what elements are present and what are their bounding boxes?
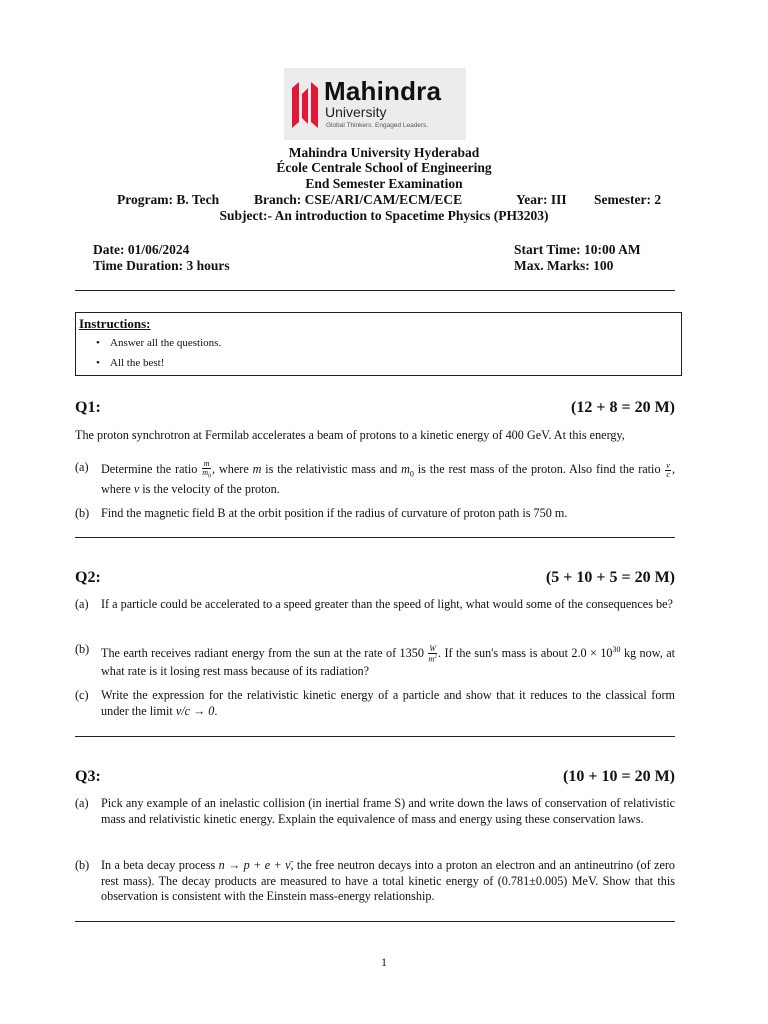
question-1a: (a) Determine the ratio $\frac{m}{m_0}$ , where m is the relativistic mass and $m_0$ is the rest mass of the proton. Also find the ratio $\frac{v}{c}$ , where v is the velocity of the proton. — [75, 459, 676, 497]
program: Program: B. Tech — [117, 192, 220, 207]
question-2-marks: (5 + 10 + 5 = 20 M) — [545, 569, 675, 586]
question-2c: (c) Write the expression for the relativistic kinetic energy of a particle and show that it reduces to the classical form under the limit v/c → 0. — [75, 688, 675, 718]
question-3-marks: (10 + 10 = 20 M) — [563, 768, 675, 785]
divider — [75, 921, 675, 922]
question-3b: (b) In a beta decay process n → p + e + ν̄, the free neutron decays into a proton an electron and an antineutrino (of zero rest mass). The decay products are measured to have a total kinetic energy of (0.781±0.005) MeV. Show that this observation is consistent with the Einstein mass-energy relationship. — [75, 858, 676, 903]
instruction-item: • Answer all the questions. — [96, 337, 222, 349]
branch: Branch: CSE/ARI/CAM/ECM/ECE — [254, 192, 463, 207]
question-3-label: Q3: — [75, 768, 101, 785]
instruction-item: • All the best! — [96, 357, 165, 369]
subject: Subject:- An introduction to Spacetime Physics (PH3203) — [219, 208, 549, 223]
question-2a: (a) If a particle could be accelerated to a speed greater than the speed of light, what would some of the consequences be? — [75, 597, 673, 611]
page-number: 1 — [381, 955, 387, 969]
divider — [75, 290, 675, 291]
university-logo — [284, 68, 466, 140]
instructions-title: Instructions: — [79, 316, 151, 331]
question-2-label: Q2: — [75, 569, 101, 586]
question-2b: (b) The earth receives radiant energy from the sun at the rate of 1350 $\frac{W}{m^2}$ . If the sun's mass is about $2.0 \times 10^{30}$ kg now, at what rate is it losing rest mass because of its radiation? — [75, 642, 675, 678]
semester: Semester: 2 — [594, 192, 662, 207]
start-time: Start Time: 10:00 AM — [514, 242, 641, 257]
mahindra-logo-icon — [290, 78, 320, 132]
logo-tagline: Global Thinkers. Engaged Leaders. — [326, 122, 429, 129]
max-marks: Max. Marks: 100 — [514, 258, 614, 273]
question-1-marks: (12 + 8 = 20 M) — [571, 399, 675, 416]
school-name: École Centrale School of Engineering — [276, 160, 492, 175]
logo-name: Mahindra — [324, 76, 442, 106]
divider — [75, 736, 675, 737]
year: Year: III — [516, 192, 567, 207]
question-1-intro: The proton synchrotron at Fermilab accelerates a beam of protons to a kinetic energy of 400 GeV. At this energy, — [75, 428, 625, 442]
exam-date: Date: 01/06/2024 — [93, 242, 190, 257]
question-3a: (a) Pick any example of an inelastic collision (in inertial frame S) and write down the laws of conservation of relativistic mass and relativistic kinetic energy. Explain the equivalence of mass and energy using these conservation laws. — [75, 796, 675, 826]
time-duration: Time Duration: 3 hours — [93, 258, 230, 273]
logo-subtitle: University — [325, 104, 387, 120]
university-name: Mahindra University Hyderabad — [288, 145, 480, 160]
exam-title: End Semester Examination — [305, 176, 463, 191]
instructions-box — [75, 312, 682, 376]
question-1-label: Q1: — [75, 399, 101, 416]
question-1b: (b) Find the magnetic field B at the orbit position if the radius of curvature of proton path is 750 m. — [75, 506, 568, 520]
divider — [75, 537, 675, 538]
